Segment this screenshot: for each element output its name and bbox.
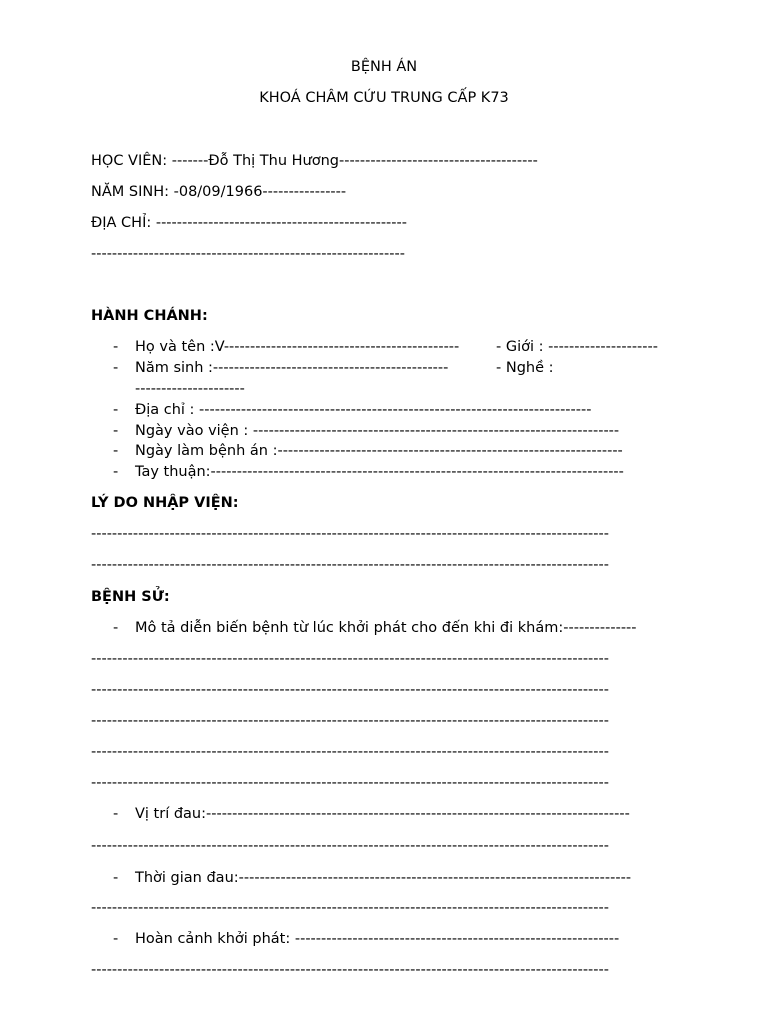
- bullet: -: [113, 402, 119, 418]
- nghe-continuation: ---------------------: [135, 381, 245, 397]
- benh-su-line: ---------------------------------------------------------------------------------------------------: [91, 775, 609, 791]
- vi-tri-dau-field: Vị trí đau:---------------------------------------------------------------------------------: [135, 806, 630, 822]
- gioi-field: - Giới : ---------------------: [496, 339, 658, 355]
- mo-ta-field: Mô tả diễn biến bệnh từ lúc khởi phát cho đến khi đi khám:--------------: [135, 620, 637, 636]
- ly-do-line: ---------------------------------------------------------------------------------------------------: [91, 526, 609, 542]
- bullet: -: [113, 931, 119, 947]
- nam-sinh-field: Năm sinh :---------------------------------------------: [135, 360, 449, 376]
- dia-chi-continuation: ------------------------------------------------------------: [91, 246, 405, 262]
- dia-chi-field: Địa chỉ : ---------------------------------------------------------------------------: [135, 402, 592, 418]
- bullet: -: [113, 339, 119, 355]
- ly-do-heading: LÝ DO NHẬP VIỆN:: [91, 495, 239, 511]
- hoc-vien-line: HỌC VIÊN: -------Đỗ Thị Thu Hương--------------------------------------: [91, 153, 538, 169]
- benh-su-line: ---------------------------------------------------------------------------------------------------: [91, 744, 609, 760]
- hoan-canh-field: Hoàn cảnh khởi phát: --------------------------------------------------------------: [135, 931, 620, 947]
- document-title: BỆNH ÁN: [350, 59, 418, 75]
- document-subtitle: KHOÁ CHÂM CỨU TRUNG CẤP K73: [259, 90, 509, 106]
- bullet: -: [113, 443, 119, 459]
- benh-su-line: ---------------------------------------------------------------------------------------------------: [91, 900, 609, 916]
- benh-su-line: ---------------------------------------------------------------------------------------------------: [91, 682, 609, 698]
- bullet: -: [113, 620, 119, 636]
- tay-thuan-field: Tay thuận:-------------------------------------------------------------------------------: [135, 464, 624, 480]
- benh-su-line: ---------------------------------------------------------------------------------------------------: [91, 962, 609, 978]
- ly-do-line: ---------------------------------------------------------------------------------------------------: [91, 557, 609, 573]
- dia-chi-line: ĐỊA CHỈ: ------------------------------------------------: [91, 215, 407, 231]
- nam-sinh-line: NĂM SINH: -08/09/1966----------------: [91, 184, 347, 200]
- thoi-gian-dau-field: Thời gian đau:---------------------------------------------------------------------------: [135, 870, 632, 886]
- benh-su-line: ---------------------------------------------------------------------------------------------------: [91, 713, 609, 729]
- bullet: -: [113, 806, 119, 822]
- hanh-chanh-heading: HÀNH CHÁNH:: [91, 308, 208, 324]
- bullet: -: [113, 360, 119, 376]
- benh-su-line: ---------------------------------------------------------------------------------------------------: [91, 838, 609, 854]
- bullet: -: [113, 423, 119, 439]
- ngay-lam-benh-an-field: Ngày làm bệnh án :------------------------------------------------------------------: [135, 443, 623, 459]
- benh-su-heading: BỆNH SỬ:: [91, 589, 170, 605]
- ho-ten-field: Họ và tên :V---------------------------------------------: [135, 339, 460, 355]
- nghe-field: - Nghề :: [496, 360, 554, 376]
- benh-su-line: ---------------------------------------------------------------------------------------------------: [91, 651, 609, 667]
- bullet: -: [113, 870, 119, 886]
- bullet: -: [113, 464, 119, 480]
- ngay-vao-vien-field: Ngày vào viện : ----------------------------------------------------------------------: [135, 423, 620, 439]
